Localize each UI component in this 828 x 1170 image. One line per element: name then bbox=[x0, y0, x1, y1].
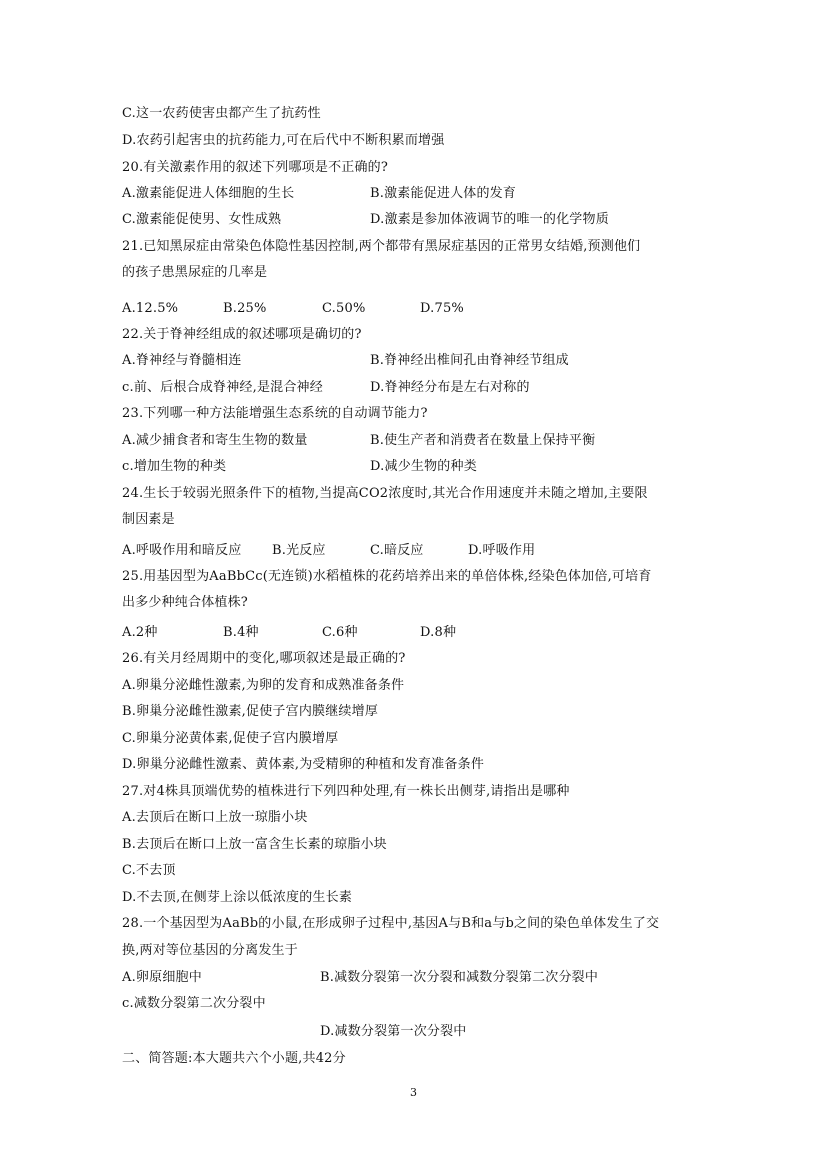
q26-option-c: C.卵巢分泌黄体素,促使子宫内膜增厚 bbox=[122, 731, 339, 746]
q25-option-c: C.6种 bbox=[322, 625, 358, 640]
q27-option-b: B.去顶后在断口上放一富含生长素的琼脂小块 bbox=[122, 837, 387, 852]
question-21-line2: 的孩子患黑尿症的几率是 bbox=[122, 265, 268, 280]
q23-option-a: A.减少捕食者和寄生生物的数量 bbox=[122, 433, 308, 448]
q23-option-d: D.减少生物的种类 bbox=[370, 459, 477, 474]
question-25-line1: 25.用基因型为AaBbCc(无连锁)水稻植株的花药培养出来的单倍体株,经染色体加倍,可培育 bbox=[122, 569, 652, 584]
q21-option-a: A.12.5% bbox=[122, 301, 179, 316]
q21-option-c: C.50% bbox=[322, 301, 366, 316]
q19-option-c: C.这一农药使害虫都产生了抗药性 bbox=[122, 106, 321, 121]
question-22: 22.关于脊神经组成的叙述哪项是确切的? bbox=[122, 327, 362, 342]
q25-option-a: A.2种 bbox=[122, 625, 158, 640]
q22-option-a: A.脊神经与脊髓相连 bbox=[122, 353, 242, 368]
question-20: 20.有关激素作用的叙述下列哪项是不正确的? bbox=[122, 160, 389, 175]
q26-option-d: D.卵巢分泌雌性激素、黄体素,为受精卵的种植和发育准备条件 bbox=[122, 757, 485, 772]
q24-option-c: C.暗反应 bbox=[370, 543, 424, 558]
question-26: 26.有关月经周期中的变化,哪项叙述是最正确的? bbox=[122, 651, 406, 666]
q26-option-a: A.卵巢分泌雌性激素,为卵的发育和成熟准备条件 bbox=[122, 678, 405, 693]
q21-option-d: D.75% bbox=[420, 301, 464, 316]
q24-option-b: B.光反应 bbox=[272, 543, 326, 558]
q23-option-b: B.使生产者和消费者在数量上保持平衡 bbox=[370, 433, 596, 448]
question-28-line1: 28.一个基因型为AaBb的小鼠,在形成卵子过程中,基因A与B和a与b之间的染色单体发生了交 bbox=[122, 916, 660, 931]
q28-option-b: B.减数分裂第一次分裂和减数分裂第二次分裂中 bbox=[320, 970, 599, 985]
q26-option-b: B.卵巢分泌雌性激素,促使子宫内膜继续增厚 bbox=[122, 704, 379, 719]
q20-option-d: D.激素是参加体液调节的唯一的化学物质 bbox=[370, 212, 609, 227]
q27-option-a: A.去顶后在断口上放一琼脂小块 bbox=[122, 810, 308, 825]
q21-option-b: B.25% bbox=[223, 301, 267, 316]
question-27: 27.对4株具顶端优势的植株进行下列四种处理,有一株长出侧芽,请指出是哪种 bbox=[122, 784, 570, 799]
q27-option-c: C.不去顶 bbox=[122, 863, 176, 878]
page-number: 3 bbox=[410, 1086, 418, 1099]
q28-option-a: A.卵原细胞中 bbox=[122, 970, 202, 985]
question-24-line1: 24.生长于较弱光照条件下的植物,当提高CO2浓度时,其光合作用速度并未随之增加,主要限 bbox=[122, 486, 648, 501]
q28-option-c: c.减数分裂第二次分裂中 bbox=[122, 996, 266, 1011]
q20-option-a: A.激素能促进人体细胞的生长 bbox=[122, 186, 295, 201]
q23-option-c: c.增加生物的种类 bbox=[122, 459, 227, 474]
q25-option-d: D.8种 bbox=[420, 625, 457, 640]
section-2-heading: 二、简答题:本大题共六个小题,共42分 bbox=[122, 1051, 346, 1066]
q22-option-c: c.前、后根合成脊神经,是混合神经 bbox=[122, 380, 323, 395]
q22-option-b: B.脊神经出椎间孔由脊神经节组成 bbox=[370, 353, 569, 368]
q25-option-b: B.4种 bbox=[223, 625, 259, 640]
q22-option-d: D.脊神经分布是左右对称的 bbox=[370, 380, 530, 395]
question-28-line2: 换,两对等位基因的分离发生于 bbox=[122, 943, 298, 958]
q24-option-d: D.呼吸作用 bbox=[468, 543, 536, 558]
q20-option-c: C.激素能促使男、女性成熟 bbox=[122, 212, 282, 227]
q27-option-d: D.不去顶,在侧芽上涂以低浓度的生长素 bbox=[122, 890, 353, 905]
question-24-line2: 制因素是 bbox=[122, 512, 175, 527]
q24-option-a: A.呼吸作用和暗反应 bbox=[122, 543, 242, 558]
q20-option-b: B.激素能促进人体的发育 bbox=[370, 186, 517, 201]
q28-option-d: D.减数分裂第一次分裂中 bbox=[320, 1024, 467, 1039]
question-25-line2: 出多少种纯合体植株? bbox=[122, 595, 248, 610]
question-23: 23.下列哪一种方法能增强生态系统的自动调节能力? bbox=[122, 406, 428, 421]
q19-option-d: D.农药引起害虫的抗药能力,可在后代中不断积累而增强 bbox=[122, 133, 445, 148]
question-21-line1: 21.已知黑尿症由常染色体隐性基因控制,两个都带有黑尿症基因的正常男女结婚,预测他们 bbox=[122, 239, 641, 254]
